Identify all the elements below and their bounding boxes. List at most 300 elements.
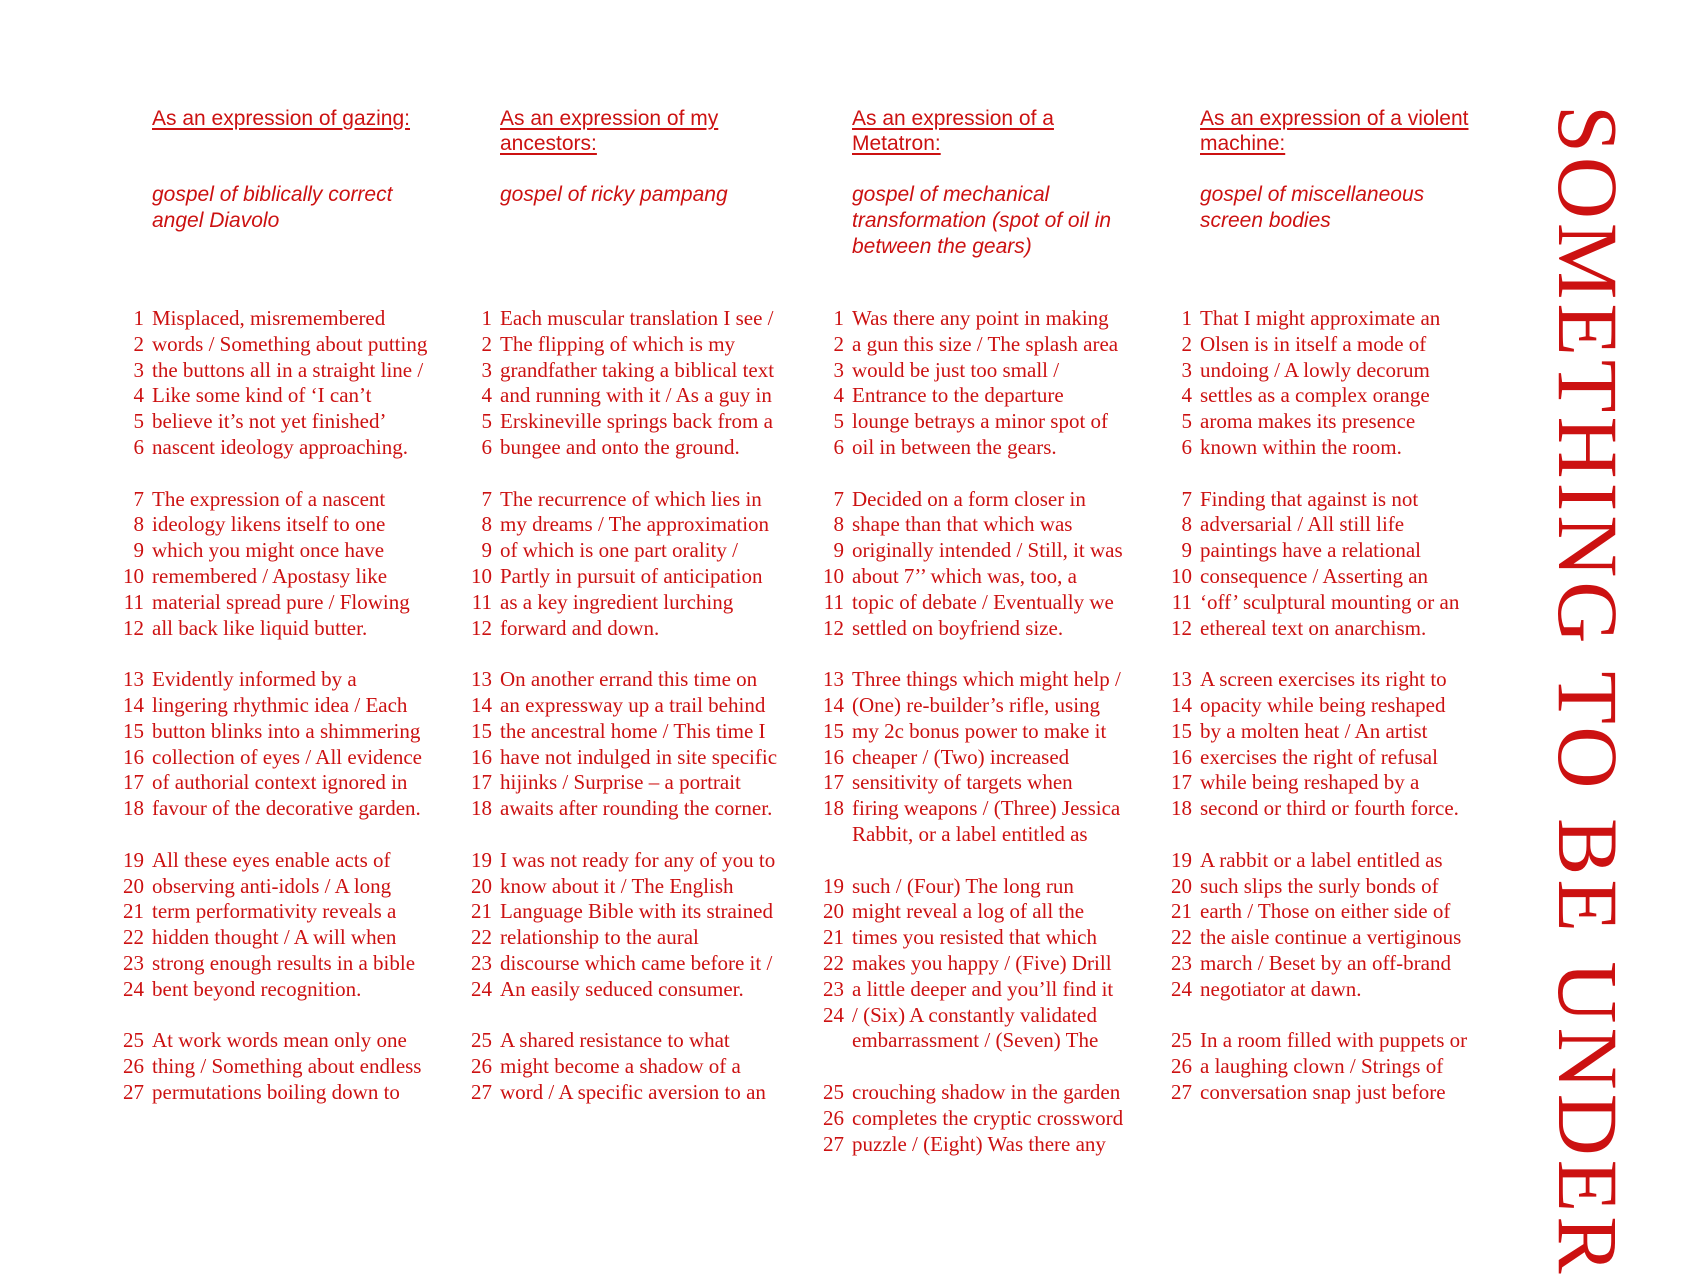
line-number: 23	[823, 976, 844, 1001]
poem-line	[464, 358, 777, 384]
line-number: 10	[123, 563, 144, 588]
line-text: settled on boyfriend size.	[852, 615, 1064, 640]
poem-line	[116, 564, 427, 590]
poem-line	[464, 641, 777, 693]
poem-line	[816, 409, 1123, 435]
poem-line	[1164, 796, 1467, 822]
line-text: collection of eyes / All evidence	[152, 744, 422, 769]
line-number: 15	[471, 718, 492, 743]
line-number: 5	[481, 409, 492, 434]
line-number: 3	[833, 357, 844, 382]
line-number: 27	[823, 1131, 844, 1156]
poem-line	[464, 616, 777, 642]
poem-line	[816, 770, 1123, 796]
line-number: 24	[123, 976, 144, 1001]
poem-line	[464, 435, 777, 461]
line-number: 7	[133, 486, 144, 511]
poem-line	[116, 1054, 427, 1080]
line-number: 10	[1171, 563, 1192, 588]
line-text: about 7’’ which was, too, a	[852, 563, 1077, 588]
line-number: 6	[1181, 434, 1192, 459]
line-number: 16	[471, 744, 492, 769]
line-number: 25	[123, 1028, 144, 1053]
line-text: makes you happy / (Five) Drill	[852, 950, 1112, 975]
poem-line	[116, 461, 427, 513]
line-number: 1	[133, 306, 144, 330]
line-text: exercises the right of refusal	[1200, 744, 1438, 769]
line-number: 10	[823, 563, 844, 588]
line-number: 13	[471, 667, 492, 692]
poem-line	[464, 977, 777, 1003]
line-text: such / (Four) The long run	[852, 873, 1074, 898]
line-text: completes the cryptic crossword	[852, 1105, 1124, 1130]
line-number: 7	[833, 486, 844, 511]
poem-line	[464, 925, 777, 951]
line-text: puzzle / (Eight) Was there any	[852, 1131, 1106, 1156]
poem-line	[816, 693, 1123, 719]
poem-line	[116, 616, 427, 642]
poem-line	[116, 770, 427, 796]
line-text: aroma makes its presence	[1200, 409, 1416, 434]
line-number: 13	[823, 667, 844, 692]
poem-line	[1164, 538, 1467, 564]
line-text: Olsen is in itself a mode of	[1200, 331, 1427, 356]
line-text: term performativity reveals a	[152, 899, 397, 924]
line-number: 18	[1171, 796, 1192, 821]
line-text: undoing / A lowly decorum	[1200, 357, 1430, 382]
line-number: 8	[133, 512, 144, 537]
poem-line	[816, 925, 1123, 951]
line-text: Each muscular translation I see /	[500, 306, 774, 330]
poem-line	[464, 899, 777, 925]
line-text: Entrance to the departure	[852, 383, 1064, 408]
line-number: 24	[823, 1002, 844, 1027]
poem-line	[464, 796, 777, 822]
poem-lines	[1164, 306, 1467, 1106]
line-number: 7	[1181, 486, 1192, 511]
poem-line	[116, 899, 427, 925]
poem-line	[464, 822, 777, 874]
line-number: 19	[123, 847, 144, 872]
line-text: strong enough results in a bible	[152, 950, 416, 975]
line-text: words / Something about putting	[152, 331, 428, 356]
poem-line	[1164, 616, 1467, 642]
line-number: 11	[1171, 589, 1192, 614]
line-text: second or third or fourth force.	[1200, 796, 1459, 821]
line-number: 1	[481, 306, 492, 330]
line-number: 5	[133, 409, 144, 434]
line-number: 27	[123, 1079, 144, 1104]
line-text: Language Bible with its strained	[500, 899, 773, 924]
line-text: Rabbit, or a label entitled as	[852, 821, 1088, 846]
poem-line	[816, 435, 1123, 461]
line-text: and running with it / As a guy in	[500, 383, 772, 408]
line-number: 20	[823, 899, 844, 924]
line-text: my dreams / The approximation	[500, 512, 770, 537]
poem-line	[1164, 925, 1467, 951]
line-text: awaits after rounding the corner.	[500, 796, 773, 821]
line-number: 1	[833, 306, 844, 330]
line-number: 20	[1171, 873, 1192, 898]
line-text: the buttons all in a straight line /	[152, 357, 424, 382]
line-number: 14	[1171, 692, 1192, 717]
poem-line	[116, 951, 427, 977]
poem-line	[116, 745, 427, 771]
line-text: On another errand this time on	[500, 667, 758, 692]
line-number: 22	[123, 925, 144, 950]
poem-line	[116, 409, 427, 435]
line-number: 25	[823, 1079, 844, 1104]
line-number: 13	[1171, 667, 1192, 692]
poem-line	[1164, 641, 1467, 693]
poem-line	[1164, 332, 1467, 358]
poem-line	[116, 435, 427, 461]
line-text: An easily seduced consumer.	[500, 976, 744, 1001]
line-number: 17	[123, 770, 144, 795]
line-text: embarrassment / (Seven) The	[852, 1028, 1099, 1053]
line-text: all back like liquid butter.	[152, 615, 368, 640]
column-subtitle: gospel of miscellaneous screen bodies	[1200, 183, 1425, 232]
poem-line	[464, 332, 777, 358]
line-number: 21	[123, 899, 144, 924]
line-text: All these eyes enable acts of	[152, 847, 391, 872]
line-number: 4	[481, 383, 492, 408]
line-text: might become a shadow of a	[500, 1054, 741, 1079]
poem-line	[816, 538, 1123, 564]
line-number: 16	[1171, 744, 1192, 769]
line-text: originally intended / Still, it was	[852, 538, 1123, 563]
line-text: Finding that against is not	[1200, 486, 1419, 511]
line-text: A rabbit or a label entitled as	[1200, 847, 1443, 872]
line-text: a laughing clown / Strings of	[1200, 1054, 1444, 1079]
line-text: known within the room.	[1200, 434, 1402, 459]
line-number: 3	[1181, 357, 1192, 382]
poem-line	[1164, 977, 1467, 1003]
poem-line	[1164, 874, 1467, 900]
line-number: 3	[133, 357, 144, 382]
line-text: permutations boiling down to	[152, 1079, 400, 1104]
line-text: topic of debate / Eventually we	[852, 589, 1114, 614]
poem-line	[464, 306, 777, 332]
line-number: 12	[471, 615, 492, 640]
line-text: might reveal a log of all the	[852, 899, 1085, 924]
poem-line	[116, 358, 427, 384]
poem-line	[816, 719, 1123, 745]
poem-line	[1164, 1003, 1467, 1055]
poem-line	[1164, 409, 1467, 435]
line-number: 24	[471, 976, 492, 1001]
line-number: 19	[471, 847, 492, 872]
line-text: Erskineville springs back from a	[500, 409, 773, 434]
poem-line	[816, 1106, 1123, 1132]
line-number: 16	[123, 744, 144, 769]
line-number: 14	[823, 692, 844, 717]
line-text: of which is one part orality /	[500, 538, 738, 563]
line-text: hidden thought / A will when	[152, 925, 397, 950]
poem-line	[116, 512, 427, 538]
line-text: material spread pure / Flowing	[152, 589, 410, 614]
poem-line	[1164, 435, 1467, 461]
line-text: The recurrence of which lies in	[500, 486, 762, 511]
line-text: In a room filled with puppets or	[1200, 1028, 1468, 1053]
line-text: conversation snap just before	[1200, 1079, 1446, 1104]
line-number: 25	[471, 1028, 492, 1053]
line-number: 16	[823, 744, 844, 769]
poem-line	[816, 796, 1123, 822]
line-text: settles as a complex orange	[1200, 383, 1430, 408]
column-subtitle: gospel of biblically correct angel Diavolo	[152, 183, 393, 232]
line-number: 10	[471, 563, 492, 588]
poem-line	[116, 796, 427, 822]
poem-line	[816, 822, 1123, 848]
line-text: adversarial / All still life	[1200, 512, 1405, 537]
line-number: 18	[471, 796, 492, 821]
line-number: 25	[1171, 1028, 1192, 1053]
line-text: the ancestral home / This time I	[500, 718, 766, 743]
line-number: 26	[1171, 1054, 1192, 1079]
line-text: sensitivity of targets when	[852, 770, 1073, 795]
line-number: 9	[833, 538, 844, 563]
poem-line	[464, 770, 777, 796]
poem-line	[816, 616, 1123, 642]
line-number: 12	[1171, 615, 1192, 640]
poem-line	[816, 899, 1123, 925]
line-text: a little deeper and you’ll find it	[852, 976, 1114, 1001]
line-text: relationship to the aural	[500, 925, 699, 950]
line-number: 8	[1181, 512, 1192, 537]
poem-line	[464, 1054, 777, 1080]
line-text: as a key ingredient lurching	[500, 589, 734, 614]
line-number: 22	[471, 925, 492, 950]
poem-line	[816, 745, 1123, 771]
line-number: 21	[471, 899, 492, 924]
poem-line	[816, 306, 1123, 332]
line-number: 17	[1171, 770, 1192, 795]
poem-line	[116, 977, 427, 1003]
line-number: 11	[123, 589, 144, 614]
line-text: I was not ready for any of you to	[500, 847, 776, 872]
side-title: SOMETHING TO BE UNDER	[1540, 105, 1636, 1278]
poem-line	[816, 358, 1123, 384]
line-number: 14	[123, 692, 144, 717]
line-number: 6	[481, 434, 492, 459]
poem-line	[1164, 745, 1467, 771]
poem-line	[816, 461, 1123, 513]
poem-line	[1164, 306, 1467, 332]
poem-line	[816, 1054, 1123, 1106]
line-text: grandfather taking a biblical text	[500, 357, 775, 382]
line-number: 6	[133, 434, 144, 459]
line-number: 23	[1171, 950, 1192, 975]
poem-line	[464, 951, 777, 977]
line-number: 12	[123, 615, 144, 640]
line-number: 14	[471, 692, 492, 717]
poem-line	[816, 564, 1123, 590]
poem-line	[116, 383, 427, 409]
line-number: 27	[1171, 1079, 1192, 1104]
line-number: 9	[1181, 538, 1192, 563]
line-text: Three things which might help /	[852, 667, 1121, 692]
line-number: 26	[471, 1054, 492, 1079]
line-text: lingering rhythmic idea / Each	[152, 692, 408, 717]
line-text: lounge betrays a minor spot of	[852, 409, 1109, 434]
line-number: 6	[833, 434, 844, 459]
poem-line	[464, 461, 777, 513]
poem-lines	[464, 306, 777, 1106]
line-text: The flipping of which is my	[500, 331, 736, 356]
line-text: Like some kind of ‘I can’t	[152, 383, 372, 408]
poem-line	[116, 590, 427, 616]
poem-line	[816, 951, 1123, 977]
column-heading: As an expression of a Metatron:	[852, 107, 1054, 155]
line-number: 4	[1181, 383, 1192, 408]
poem-line	[116, 538, 427, 564]
line-text: The expression of a nascent	[152, 486, 386, 511]
poem-line	[816, 383, 1123, 409]
line-text: earth / Those on either side of	[1200, 899, 1451, 924]
line-text: (One) re-builder’s rifle, using	[852, 692, 1101, 717]
poem-line	[1164, 564, 1467, 590]
poem-line	[1164, 358, 1467, 384]
poem-line	[1164, 693, 1467, 719]
line-number: 1	[1181, 306, 1192, 330]
line-number: 9	[481, 538, 492, 563]
line-number: 22	[823, 950, 844, 975]
line-number: 17	[471, 770, 492, 795]
line-number: 20	[471, 873, 492, 898]
line-number: 21	[1171, 899, 1192, 924]
line-text: oil in between the gears.	[852, 434, 1057, 459]
line-text: the aisle continue a vertiginous	[1200, 925, 1462, 950]
line-number: 18	[123, 796, 144, 821]
poem-line	[1164, 512, 1467, 538]
line-number: 26	[823, 1105, 844, 1130]
line-text: an expressway up a trail behind	[500, 692, 766, 717]
poem-line	[1164, 461, 1467, 513]
poem-line	[116, 719, 427, 745]
line-text: paintings have a relational	[1200, 538, 1422, 563]
poem-line	[1164, 899, 1467, 925]
line-text: ideology likens itself to one	[152, 512, 386, 537]
line-text: remembered / Apostasy like	[152, 563, 388, 588]
poem-lines	[116, 306, 427, 1106]
poem-line	[1164, 822, 1467, 874]
poem-line	[464, 590, 777, 616]
line-text: would be just too small /	[852, 357, 1060, 382]
poem-line	[816, 512, 1123, 538]
line-text: while being reshaped by a	[1200, 770, 1420, 795]
poem-line	[1164, 590, 1467, 616]
poem-line	[116, 925, 427, 951]
line-text: know about it / The English	[500, 873, 734, 898]
poem-line	[464, 1003, 777, 1055]
line-text: by a molten heat / An artist	[1200, 718, 1428, 743]
poem-line	[116, 641, 427, 693]
line-text: cheaper / (Two) increased	[852, 744, 1070, 769]
poem-line	[116, 1003, 427, 1055]
line-text: such slips the surly bonds of	[1200, 873, 1439, 898]
poem-line	[464, 719, 777, 745]
line-text: That I might approximate an	[1200, 306, 1441, 330]
line-text: believe it’s not yet finished’	[152, 409, 387, 434]
poem-line	[116, 306, 427, 332]
line-number: 17	[823, 770, 844, 795]
line-text: my 2c bonus power to make it	[852, 718, 1107, 743]
line-number: 27	[471, 1079, 492, 1104]
line-number: 4	[133, 383, 144, 408]
poem-line	[116, 332, 427, 358]
poem-line	[464, 538, 777, 564]
line-text: nascent ideology approaching.	[152, 434, 408, 459]
line-number: 22	[1171, 925, 1192, 950]
line-text: hijinks / Surprise – a portrait	[500, 770, 741, 795]
line-number: 21	[823, 925, 844, 950]
line-text: At work words mean only one	[152, 1028, 407, 1053]
line-number: 23	[123, 950, 144, 975]
poem-line	[464, 745, 777, 771]
line-text: discourse which came before it /	[500, 950, 773, 975]
line-text: A shared resistance to what	[500, 1028, 730, 1053]
line-text: A screen exercises its right to	[1200, 667, 1447, 692]
line-number: 24	[1171, 976, 1192, 1001]
line-text: ethereal text on anarchism.	[1200, 615, 1427, 640]
line-number: 20	[123, 873, 144, 898]
line-text: march / Beset by an off-brand	[1200, 950, 1451, 975]
line-text: Was there any point in making	[852, 306, 1109, 330]
poem-line	[1164, 770, 1467, 796]
line-number: 4	[833, 383, 844, 408]
line-text: word / A specific aversion to an	[500, 1079, 766, 1104]
line-text: bungee and onto the ground.	[500, 434, 740, 459]
line-number: 9	[133, 538, 144, 563]
poem-line	[1164, 383, 1467, 409]
line-number: 7	[481, 486, 492, 511]
line-text: Evidently informed by a	[152, 667, 357, 692]
poem-line	[816, 977, 1123, 1003]
line-number: 8	[481, 512, 492, 537]
line-number: 13	[123, 667, 144, 692]
column-heading: As an expression of a violent machine:	[1200, 107, 1469, 155]
column-subtitle: gospel of ricky pampang	[500, 183, 728, 206]
poem-lines	[816, 306, 1123, 1157]
poem-line	[116, 874, 427, 900]
poem-line	[464, 383, 777, 409]
line-number: 15	[123, 718, 144, 743]
poem-line	[816, 641, 1123, 693]
line-text: Partly in pursuit of anticipation	[500, 563, 763, 588]
column-heading: As an expression of gazing:	[152, 107, 410, 130]
poem-line	[464, 874, 777, 900]
line-number: 5	[833, 409, 844, 434]
line-text: of authorial context ignored in	[152, 770, 408, 795]
poem-line	[464, 693, 777, 719]
line-number: 8	[833, 512, 844, 537]
line-text: opacity while being reshaped	[1200, 692, 1446, 717]
poem-line	[1164, 719, 1467, 745]
line-number: 15	[823, 718, 844, 743]
line-text: / (Six) A constantly validated	[852, 1002, 1097, 1027]
poem-line	[464, 512, 777, 538]
poem-line	[464, 409, 777, 435]
line-number: 2	[481, 331, 492, 356]
line-text: which you might once have	[152, 538, 385, 563]
poem-line	[1164, 1054, 1467, 1080]
poem-line	[816, 1028, 1123, 1054]
poem-line	[464, 564, 777, 590]
line-number: 5	[1181, 409, 1192, 434]
line-number: 19	[1171, 847, 1192, 872]
poem-line	[816, 1003, 1123, 1029]
